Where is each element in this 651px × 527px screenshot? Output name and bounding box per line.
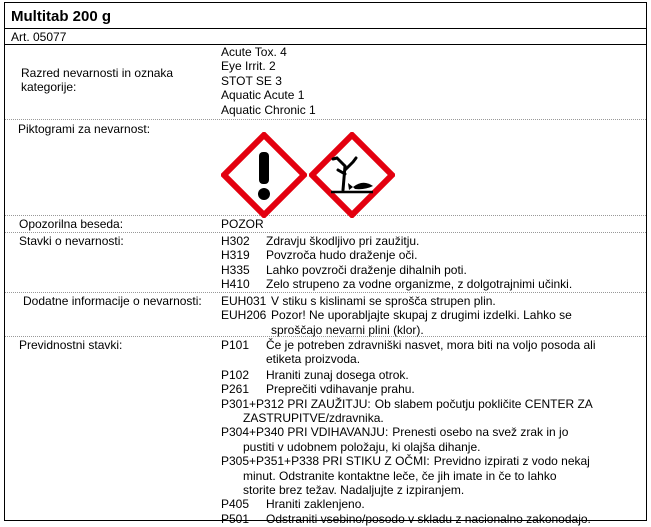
hazard-statements-label: Stavki o nevarnosti: xyxy=(19,234,124,248)
signal-word-row xyxy=(5,216,646,233)
product-title: Multitab 200 g xyxy=(5,3,646,29)
precautionary-statement: P305+P351+P338 PRI STIKU Z OČMI: Previdno izpirati z vodo nekaj xyxy=(221,454,590,469)
hazard-class-item: Eye Irrit. 2 xyxy=(221,59,276,74)
pictogram-group xyxy=(221,132,395,218)
precautionary-statement: P301+P312 PRI ZAUŽITJU: Ob slabem počutju pokličite CENTER ZA xyxy=(221,396,593,411)
signal-word-value: POZOR xyxy=(221,217,264,231)
hazard-class-item: Acute Tox. 4 xyxy=(221,45,287,59)
exclamation-mark-pictogram xyxy=(221,132,307,218)
precautionary-list xyxy=(221,338,596,526)
precautionary-statement: P261 Preprečiti vdihavanje prahu. xyxy=(221,382,415,397)
precautionary-statement-cont: storite brez težav. Nadaljujte z izpiranjem. xyxy=(243,483,465,498)
hazard-class-row xyxy=(5,45,646,120)
additional-info-item: EUH206 Pozor! Ne uporabljajte skupaj z drugimi izdelki. Lahko se xyxy=(221,308,572,323)
precautionary-statement: P501 Odstraniti vsebino/posodo v skladu z nacionalno zakonodajo. xyxy=(221,511,591,526)
pictograms-row xyxy=(5,120,646,216)
hazard-statement: H410 Zelo strupeno za vodne organizme, z dolgotrajnimi učinki. xyxy=(221,277,573,292)
hazard-class-label: Razred nevarnosti in oznaka kategorije: xyxy=(21,66,174,95)
precautionary-statement-cont: minut. Odstranite kontaktne leče, če jih imate in če to lahko xyxy=(243,468,557,483)
precautionary-label: Previdnostni stavki: xyxy=(19,338,123,352)
environment-pictogram xyxy=(309,132,395,218)
article-number: Art. 05077 xyxy=(5,29,646,45)
precautionary-row xyxy=(5,337,646,527)
precautionary-statement-cont: ZASTRUPITVE/zdravnika. xyxy=(243,411,384,426)
additional-info-item-cont: sproščajo nevarni plini (klor). xyxy=(271,322,424,337)
hazard-statement: H302 Zdravju škodljivo pri zaužitju. xyxy=(221,234,420,248)
additional-info-label: Dodatne informacije o nevarnosti: xyxy=(23,294,202,308)
precautionary-statement: P304+P340 PRI VDIHAVANJU: Prenesti osebo na svež zrak in jo xyxy=(221,425,569,440)
precautionary-statement: P405 Hraniti zaklenjeno. xyxy=(221,497,365,512)
hazard-class-values xyxy=(221,45,316,117)
hazard-class-item: Aquatic Acute 1 xyxy=(221,88,305,103)
hazard-statement: H319 Povzroča hudo draženje oči. xyxy=(221,248,418,263)
signal-word-label: Opozorilna beseda: xyxy=(19,217,124,231)
hazard-class-item: STOT SE 3 xyxy=(221,73,282,88)
hazard-statement: H335 Lahko povzroči draženje dihalnih poti. xyxy=(221,262,467,277)
precautionary-statement: P101 Če je potreben zdravniški nasvet, mora biti na voljo posoda ali xyxy=(221,338,596,352)
additional-info-list xyxy=(221,294,572,337)
hazard-statements-row xyxy=(5,233,646,293)
precautionary-statement: P102 Hraniti zunaj dosega otrok. xyxy=(221,367,409,382)
additional-info-row xyxy=(5,293,646,337)
precautionary-statement-cont: pustiti v udobnem položaju, ki olajša dihanje. xyxy=(243,439,481,454)
precautionary-statement-cont: etiketa proizvoda. xyxy=(266,352,361,367)
hazard-class-item: Aquatic Chronic 1 xyxy=(221,102,316,117)
pictograms-label: Piktogrami za nevarnost: xyxy=(18,122,151,136)
hazard-statements-list xyxy=(221,234,572,292)
label-sheet xyxy=(4,2,647,526)
additional-info-item: EUH031 V stiku s kislinami se sprošča strupen plin. xyxy=(221,294,496,308)
